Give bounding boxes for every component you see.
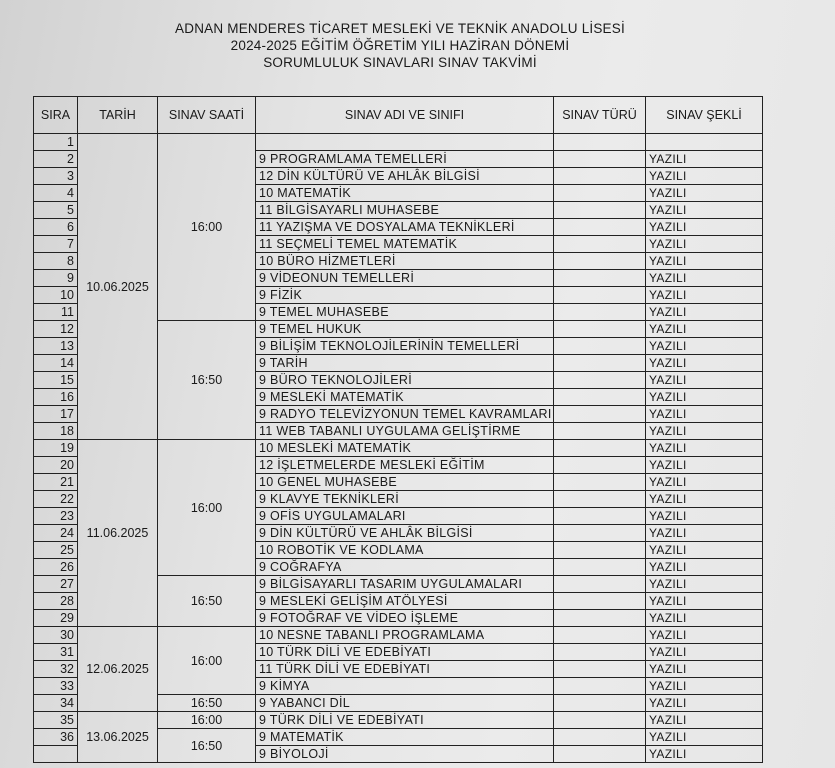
exam-name: 9 MESLEKİ MATEMATİK [256, 389, 554, 406]
exam-type [554, 542, 646, 559]
exam-type [554, 729, 646, 746]
col-header-turu: SINAV TÜRÜ [554, 97, 646, 134]
exam-format: YAZILI [646, 389, 763, 406]
row-number: 16 [34, 389, 78, 406]
exam-type [554, 270, 646, 287]
exam-name: 9 PROGRAMLAMA TEMELLERİ [256, 151, 554, 168]
row-number: 9 [34, 270, 78, 287]
exam-format: YAZILI [646, 678, 763, 695]
exam-format: YAZILI [646, 491, 763, 508]
exam-format: YAZILI [646, 338, 763, 355]
table-header-row [34, 97, 763, 134]
row-number: 18 [34, 423, 78, 440]
exam-format: YAZILI [646, 457, 763, 474]
document-header [150, 20, 650, 71]
exam-type [554, 712, 646, 729]
exam-format: YAZILI [646, 219, 763, 236]
exam-date: 13.06.2025 [78, 712, 158, 763]
col-header-saat: SINAV SAATİ [158, 97, 256, 134]
row-number: 3 [34, 168, 78, 185]
row-number: 12 [34, 321, 78, 338]
row-number: 31 [34, 644, 78, 661]
exam-type [554, 525, 646, 542]
row-number: 29 [34, 610, 78, 627]
exam-type [554, 423, 646, 440]
exam-name: 9 OFİS UYGULAMALARI [256, 508, 554, 525]
exam-type [554, 695, 646, 712]
row-number: 30 [34, 627, 78, 644]
row-number: 25 [34, 542, 78, 559]
row-number: 4 [34, 185, 78, 202]
col-header-tarih: TARİH [78, 97, 158, 134]
exam-name: 12 İŞLETMELERDE MESLEKİ EĞİTİM [256, 457, 554, 474]
exam-type [554, 610, 646, 627]
exam-time: 16:00 [158, 712, 256, 729]
exam-format: YAZILI [646, 508, 763, 525]
exam-date: 10.06.2025 [78, 134, 158, 440]
exam-format: YAZILI [646, 559, 763, 576]
exam-format: YAZILI [646, 746, 763, 763]
exam-name: 11 SEÇMELİ TEMEL MATEMATİK [256, 236, 554, 253]
exam-name [256, 134, 554, 151]
exam-time: 16:00 [158, 134, 256, 321]
exam-name: 9 TEMEL MUHASEBE [256, 304, 554, 321]
row-number: 20 [34, 457, 78, 474]
exam-type [554, 168, 646, 185]
exam-type [554, 491, 646, 508]
row-number: 14 [34, 355, 78, 372]
exam-name: 10 GENEL MUHASEBE [256, 474, 554, 491]
exam-type [554, 661, 646, 678]
exam-format: YAZILI [646, 406, 763, 423]
exam-name: 9 BÜRO TEKNOLOJİLERİ [256, 372, 554, 389]
exam-format: YAZILI [646, 712, 763, 729]
exam-type [554, 627, 646, 644]
exam-format: YAZILI [646, 525, 763, 542]
exam-name: 9 BİYOLOJİ [256, 746, 554, 763]
exam-type [554, 185, 646, 202]
exam-type [554, 321, 646, 338]
exam-name: 9 KLAVYE TEKNİKLERİ [256, 491, 554, 508]
exam-type [554, 457, 646, 474]
row-number: 19 [34, 440, 78, 457]
exam-format: YAZILI [646, 168, 763, 185]
exam-time: 16:50 [158, 321, 256, 440]
exam-type [554, 151, 646, 168]
exam-format: YAZILI [646, 423, 763, 440]
table-body [34, 134, 763, 763]
academic-term: 2024-2025 EĞİTİM ÖĞRETİM YILI HAZİRAN DÖNEMİ [230, 38, 570, 53]
exam-date: 12.06.2025 [78, 627, 158, 712]
exam-name: 10 MESLEKİ MATEMATİK [256, 440, 554, 457]
exam-type [554, 440, 646, 457]
exam-type [554, 678, 646, 695]
row-number: 17 [34, 406, 78, 423]
exam-format: YAZILI [646, 542, 763, 559]
exam-name: 9 FOTOĞRAF VE VİDEO İŞLEME [256, 610, 554, 627]
row-number: 36 [34, 729, 78, 746]
exam-name: 11 WEB TABANLI UYGULAMA GELİŞTİRME [256, 423, 554, 440]
row-number: 21 [34, 474, 78, 491]
row-number: 28 [34, 593, 78, 610]
exam-type [554, 134, 646, 151]
row-number: 33 [34, 678, 78, 695]
table-row [34, 440, 763, 457]
exam-type [554, 287, 646, 304]
exam-type [554, 355, 646, 372]
row-number [34, 746, 78, 763]
row-number: 2 [34, 151, 78, 168]
row-number: 24 [34, 525, 78, 542]
exam-type [554, 372, 646, 389]
exam-name: 9 MATEMATİK [256, 729, 554, 746]
row-number: 22 [34, 491, 78, 508]
row-number: 13 [34, 338, 78, 355]
row-number: 23 [34, 508, 78, 525]
exam-name: 9 TARİH [256, 355, 554, 372]
table-row [34, 627, 763, 644]
exam-type [554, 253, 646, 270]
exam-format: YAZILI [646, 610, 763, 627]
exam-format [646, 134, 763, 151]
exam-date: 11.06.2025 [78, 440, 158, 627]
col-header-ad: SINAV ADI VE SINIFI [256, 97, 554, 134]
row-number: 8 [34, 253, 78, 270]
exam-type [554, 559, 646, 576]
table-row [34, 134, 763, 151]
exam-format: YAZILI [646, 270, 763, 287]
exam-name: 10 MATEMATİK [256, 185, 554, 202]
exam-format: YAZILI [646, 440, 763, 457]
exam-time: 16:50 [158, 576, 256, 627]
exam-schedule-table [33, 96, 763, 763]
exam-name: 11 TÜRK DİLİ VE EDEBİYATI [256, 661, 554, 678]
exam-format: YAZILI [646, 644, 763, 661]
exam-name: 10 NESNE TABANLI PROGRAMLAMA [256, 627, 554, 644]
exam-name: 9 TÜRK DİLİ VE EDEBİYATI [256, 712, 554, 729]
exam-type [554, 338, 646, 355]
exam-format: YAZILI [646, 236, 763, 253]
exam-format: YAZILI [646, 287, 763, 304]
exam-time: 16:50 [158, 695, 256, 712]
row-number: 11 [34, 304, 78, 321]
exam-type [554, 304, 646, 321]
exam-type [554, 202, 646, 219]
exam-format: YAZILI [646, 151, 763, 168]
row-number: 5 [34, 202, 78, 219]
exam-type [554, 406, 646, 423]
exam-name: 11 BİLGİSAYARLI MUHASEBE [256, 202, 554, 219]
exam-name: 10 BÜRO HİZMETLERİ [256, 253, 554, 270]
exam-format: YAZILI [646, 321, 763, 338]
row-number: 32 [34, 661, 78, 678]
exam-format: YAZILI [646, 627, 763, 644]
exam-name: 9 TEMEL HUKUK [256, 321, 554, 338]
exam-name: 9 MESLEKİ GELİŞİM ATÖLYESİ [256, 593, 554, 610]
exam-time: 16:00 [158, 440, 256, 576]
exam-name: 9 COĞRAFYA [256, 559, 554, 576]
row-number: 34 [34, 695, 78, 712]
schedule-title: SORUMLULUK SINAVLARI SINAV TAKVİMİ [263, 55, 537, 70]
exam-format: YAZILI [646, 593, 763, 610]
exam-type [554, 644, 646, 661]
row-number: 35 [34, 712, 78, 729]
exam-format: YAZILI [646, 474, 763, 491]
exam-name: 9 VİDEONUN TEMELLERİ [256, 270, 554, 287]
exam-type [554, 236, 646, 253]
exam-name: 9 YABANCI DİL [256, 695, 554, 712]
exam-format: YAZILI [646, 355, 763, 372]
exam-format: YAZILI [646, 729, 763, 746]
exam-name: 12 DİN KÜLTÜRÜ VE AHLÂK BİLGİSİ [256, 168, 554, 185]
row-number: 26 [34, 559, 78, 576]
school-name: ADNAN MENDERES TİCARET MESLEKİ VE TEKNİK ANADOLU LİSESİ [175, 21, 625, 36]
exam-name: 9 BİLGİSAYARLI TASARIM UYGULAMALARI [256, 576, 554, 593]
exam-format: YAZILI [646, 253, 763, 270]
exam-format: YAZILI [646, 202, 763, 219]
exam-format: YAZILI [646, 661, 763, 678]
exam-format: YAZILI [646, 185, 763, 202]
exam-type [554, 746, 646, 763]
row-number: 6 [34, 219, 78, 236]
exam-format: YAZILI [646, 695, 763, 712]
row-number: 10 [34, 287, 78, 304]
row-number: 27 [34, 576, 78, 593]
exam-type [554, 576, 646, 593]
exam-type [554, 389, 646, 406]
exam-name: 9 DİN KÜLTÜRÜ VE AHLÂK BİLGİSİ [256, 525, 554, 542]
col-header-sira: SIRA [34, 97, 78, 134]
row-number: 15 [34, 372, 78, 389]
exam-time: 16:00 [158, 627, 256, 695]
exam-time: 16:50 [158, 729, 256, 763]
exam-name: 11 YAZIŞMA VE DOSYALAMA TEKNİKLERİ [256, 219, 554, 236]
col-header-sekli: SINAV ŞEKLİ [646, 97, 763, 134]
exam-name: 10 ROBOTİK VE KODLAMA [256, 542, 554, 559]
exam-type [554, 508, 646, 525]
exam-type [554, 474, 646, 491]
row-number: 1 [34, 134, 78, 151]
exam-type [554, 593, 646, 610]
exam-name: 9 FİZİK [256, 287, 554, 304]
row-number: 7 [34, 236, 78, 253]
table-row [34, 712, 763, 729]
exam-format: YAZILI [646, 576, 763, 593]
exam-name: 10 TÜRK DİLİ VE EDEBİYATI [256, 644, 554, 661]
exam-name: 9 RADYO TELEVİZYONUN TEMEL KAVRAMLARI [256, 406, 554, 423]
exam-format: YAZILI [646, 372, 763, 389]
exam-name: 9 KİMYA [256, 678, 554, 695]
exam-format: YAZILI [646, 304, 763, 321]
exam-name: 9 BİLİŞİM TEKNOLOJİLERİNİN TEMELLERİ [256, 338, 554, 355]
exam-type [554, 219, 646, 236]
